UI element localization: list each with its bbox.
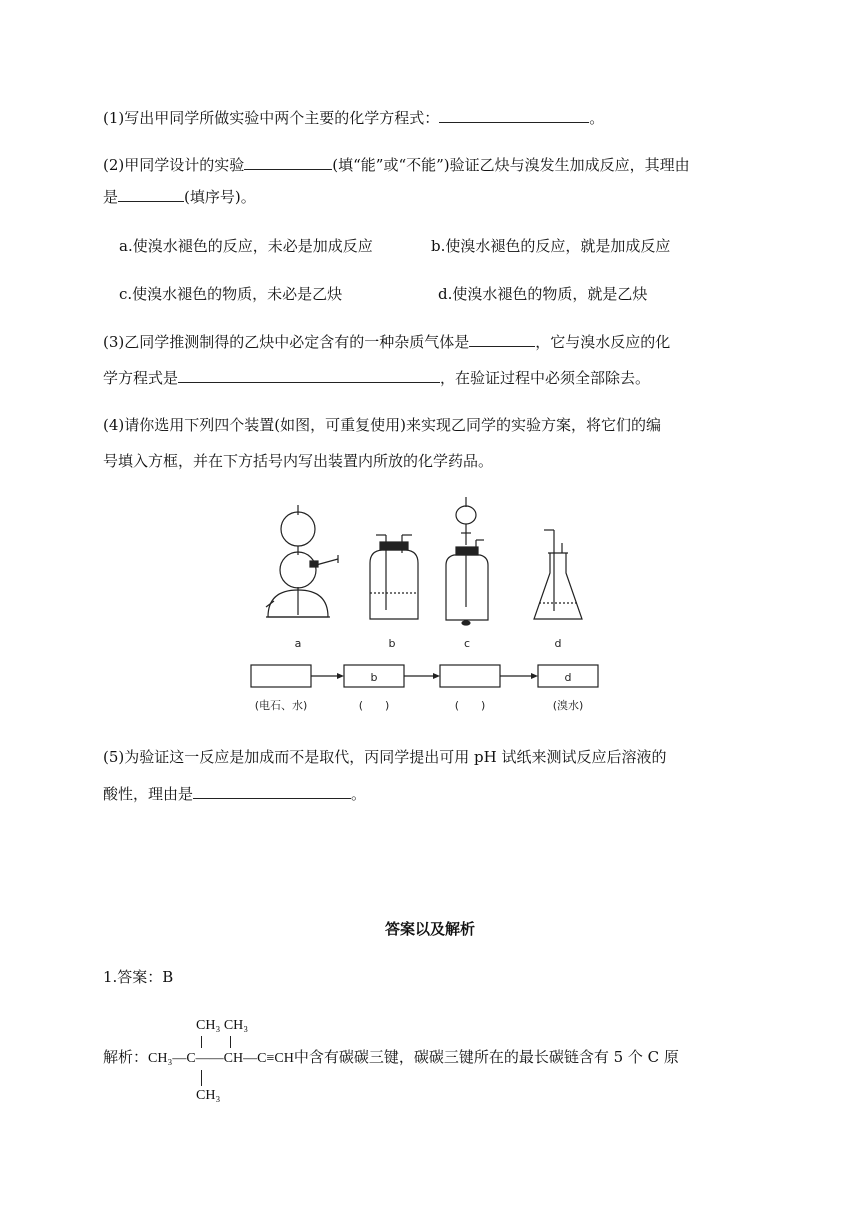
arrow-icon <box>531 673 538 679</box>
answer-blank[interactable] <box>469 330 535 347</box>
answers-heading: 答案以及解析 <box>384 920 475 938</box>
question-3-line-1: (3)乙同学推测制得的乙炔中必定含有的一种杂质气体是 ，它与溴水反应的化 <box>103 330 670 353</box>
apparatus-label-a: a <box>294 637 302 650</box>
dropping-funnel-bottle-icon <box>446 497 488 625</box>
flow-box-label: b <box>370 671 378 684</box>
option-b: b.使溴水褪色的反应，就是加成反应 <box>431 237 671 255</box>
option-d: d.使溴水褪色的物质，就是乙炔 <box>438 285 648 303</box>
formula-main-chain: CH₃—C——CH—C≡CH <box>148 1051 294 1066</box>
flow-caption: ( ) <box>454 699 486 712</box>
wash-bottle-icon <box>370 535 418 619</box>
answer-blank[interactable] <box>118 185 184 202</box>
arrow-icon <box>337 673 344 679</box>
option-a: a.使溴水褪色的反应，未必是加成反应 <box>119 237 373 255</box>
flow-box-1[interactable] <box>251 665 311 687</box>
question-4-line-1: (4)请你选用下列四个装置(如图，可重复使用)来实现乙同学的实验方案，将它们的编 <box>103 416 661 434</box>
apparatus-label-c: c <box>463 637 471 650</box>
question-3-line-2: 学方程式是 ，在验证过程中必须全部除去。 <box>103 366 650 389</box>
apparatus-label-b: b <box>388 637 396 650</box>
arrow-icon <box>433 673 440 679</box>
flow-caption: (溴水) <box>552 699 584 712</box>
question-4-line-2: 号填入方框，并在下方括号内写出装置内所放的化学药品。 <box>103 452 494 470</box>
kipp-generator-icon <box>266 505 338 617</box>
apparatus-figure <box>248 495 618 720</box>
option-c: c.使溴水褪色的物质，未必是乙炔 <box>119 285 343 303</box>
formula-top-substituents: CH₃ CH₃ <box>196 1018 249 1033</box>
flow-box-label: d <box>564 671 572 684</box>
question-2-line-1: (2)甲同学设计的实验 (填“能”或“不能”)验证乙炔与溴发生加成反应，其理由 <box>103 153 690 176</box>
answer-blank[interactable] <box>244 153 332 170</box>
flow-caption: (电石、水) <box>254 699 308 712</box>
question-5-line-1: (5)为验证这一反应是加成而不是取代，丙同学提出可用 pH 试纸来测试反应后溶液的 <box>103 748 667 766</box>
flow-box-3[interactable] <box>440 665 500 687</box>
conical-flask-icon <box>534 530 582 619</box>
bond-line <box>201 1070 202 1086</box>
question-1: (1)写出甲同学所做实验中两个主要的化学方程式： 。 <box>103 106 604 129</box>
answer-blank[interactable] <box>439 106 589 123</box>
question-2-line-2: 是 (填序号)。 <box>103 185 256 208</box>
bond-line <box>230 1036 231 1048</box>
flow-caption: ( ) <box>358 699 390 712</box>
bond-line <box>201 1036 202 1048</box>
formula-bottom-substituent: CH₃ <box>196 1088 221 1103</box>
apparatus-label-d: d <box>554 637 562 650</box>
answer-blank[interactable] <box>193 782 351 799</box>
question-5-line-2: 酸性，理由是 。 <box>103 782 366 805</box>
answer-1: 1.答案：B <box>103 968 174 986</box>
answer-blank[interactable] <box>178 366 440 383</box>
analysis-line: 解析：CH₃—C——CH—C≡CH中含有碳碳三键，碳碳三键所在的最长碳链含有 5 个 C 原 <box>103 1048 679 1066</box>
